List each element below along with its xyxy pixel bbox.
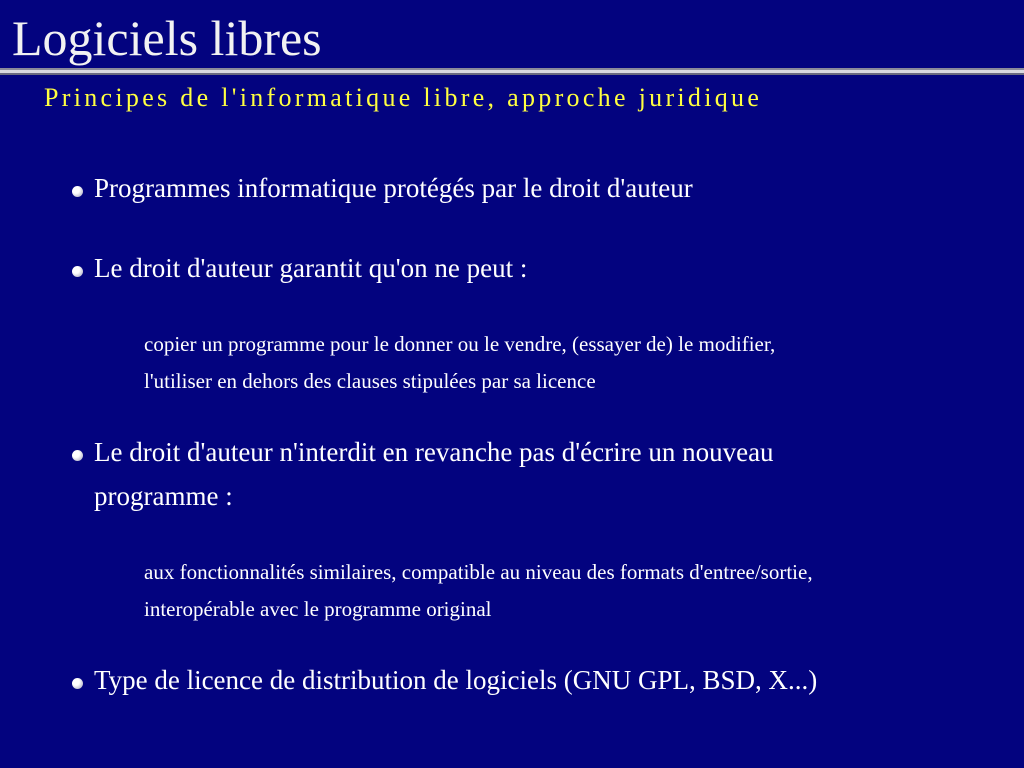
bullet-dot-icon <box>72 186 83 197</box>
detail-line: copier un programme pour le donner ou le vendre, (essayer de) le modifier, <box>144 332 776 356</box>
slide-title: Logiciels libres <box>12 10 322 66</box>
bullet-text: Le droit d'auteur n'interdit en revanche pas d'écrire un nouveau programme : <box>94 437 774 511</box>
bullet-item <box>72 658 972 702</box>
bullet-dot-icon <box>72 266 83 277</box>
bullet-item <box>72 430 872 518</box>
bullet-dot-icon <box>72 678 83 689</box>
detail-block <box>144 554 964 628</box>
bullet-text: Le droit d'auteur garantit qu'on ne peut : <box>94 253 528 283</box>
detail-block <box>144 326 964 400</box>
bullet-item <box>72 246 972 290</box>
bullet-text: Programmes informatique protégés par le droit d'auteur <box>94 173 693 203</box>
bullet-item <box>72 166 972 210</box>
bullet-dot-icon <box>72 450 83 461</box>
detail-line: aux fonctionnalités similaires, compatible au niveau des formats d'entree/sortie, <box>144 560 813 584</box>
detail-line: l'utiliser en dehors des clauses stipulées par sa licence <box>144 369 596 393</box>
slide-subtitle: Principes de l'informatique libre, approche juridique <box>44 83 763 112</box>
title-divider <box>0 68 1024 75</box>
bullet-text: Type de licence de distribution de logiciels (GNU GPL, BSD, X...) <box>94 665 818 695</box>
detail-line: interopérable avec le programme original <box>144 597 492 621</box>
